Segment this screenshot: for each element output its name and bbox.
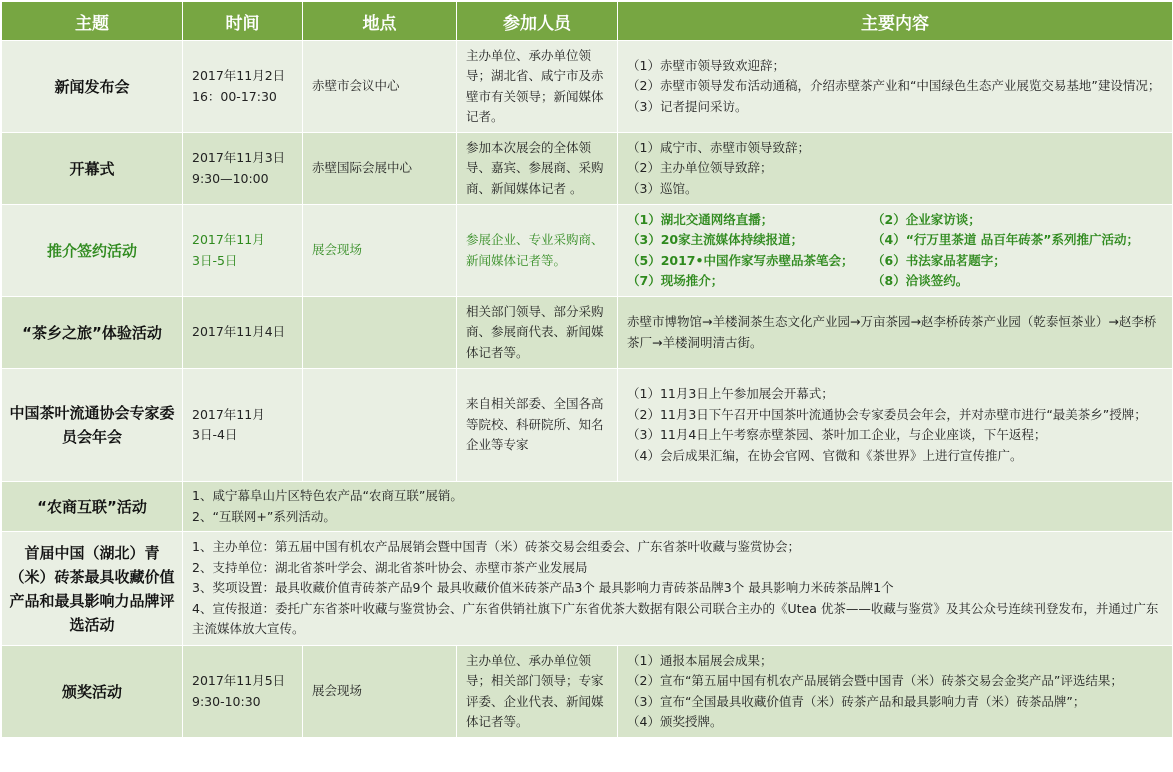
row-time xyxy=(183,205,303,297)
row-time xyxy=(183,369,303,482)
row-place xyxy=(303,297,457,369)
row-place: 赤壁市会议中心 xyxy=(303,41,457,133)
time-line: 16：00-17:30 xyxy=(192,88,277,104)
row-time xyxy=(183,297,303,369)
time-line: 2017年11月3日 xyxy=(192,150,286,165)
row-attendees: 参展企业、专业采购商、新闻媒体记者等。 xyxy=(457,205,618,297)
row-topic: “农商互联”活动 xyxy=(2,482,183,532)
time-line: 2017年11月 xyxy=(192,232,265,247)
content-item: （4）“行万里茶道 品百年砖茶”系列推广活动； xyxy=(872,232,1139,247)
row-time xyxy=(183,646,303,738)
time-line: 2017年11月5日 xyxy=(192,673,286,688)
content-line: 赤壁市博物馆→羊楼洞茶生态文化产业园→万亩茶园→赵李桥砖茶产业园（乾泰恒茶业）→赵李桥茶厂→羊楼洞明清古街。 xyxy=(627,314,1157,350)
content-line: （2）主办单位领导致辞； xyxy=(627,160,773,176)
content-line: 4、宣传报道：委托广东省茶叶收藏与鉴赏协会、广东省供销社旗下广东省优茶大数据有限公司联合主办的《Utea 优茶——收藏与鉴赏》及其公众号连续刊登发布，并通过广东主流媒体放大宣传。 xyxy=(192,600,1159,637)
table-row xyxy=(2,646,1173,738)
table-row xyxy=(2,532,1173,646)
row-topic: 新闻发布会 xyxy=(2,41,183,133)
content-item: （7）现场推介； xyxy=(627,273,724,288)
content-item: （3）20家主流媒体持续报道； xyxy=(627,232,804,247)
row-attendees: 主办单位、承办单位领导；湖北省、咸宁市及赤壁市有关领导；新闻媒体记者。 xyxy=(457,41,618,133)
row-place: 展会现场 xyxy=(303,205,457,297)
content-line: （1）11月3日上午参加展会开幕式； xyxy=(627,386,834,401)
content-line: （3）记者提问采访。 xyxy=(627,98,748,114)
row-topic: 首届中国（湖北）青（米）砖茶最具收藏价值产品和最具影响力品牌评选活动 xyxy=(2,532,183,646)
table-row xyxy=(2,133,1173,205)
row-attendees: 来自相关部委、全国各高等院校、科研院所、知名企业等专家 xyxy=(457,369,618,482)
content-line: （2）赤壁市领导发布活动通稿，介绍赤壁茶产业和“中国绿色生态产业展览交易基地”建设情况； xyxy=(627,78,1161,94)
content-line: （1）咸宁市、赤壁市领导致辞； xyxy=(627,139,810,155)
time-line: 9:30-10:30 xyxy=(192,693,261,709)
time-line: 3日-4日 xyxy=(192,427,238,442)
content-line: （3）巡馆。 xyxy=(627,180,698,196)
content-line: 1、主办单位：第五届中国有机农产品展销会暨中国青（米）砖茶交易会组委会、广东省茶叶收藏与鉴赏协会； xyxy=(192,539,800,555)
header-row xyxy=(2,2,1173,41)
content-line: （3）11月4日上午考察赤壁茶园、茶叶加工企业，与企业座谈，下午返程； xyxy=(627,427,1047,442)
row-content xyxy=(618,41,1173,133)
content-line: 2、支持单位：湖北省茶叶学会、湖北省茶叶协会、赤壁市茶产业发展局 xyxy=(192,559,588,575)
content-line: 3、奖项设置：最具收藏价值青砖茶产品9个 最具收藏价值米砖茶产品3个 最具影响力青砖茶品牌3个 最具影响力米砖茶品牌1个 xyxy=(192,580,894,596)
row-content xyxy=(618,369,1173,482)
time-line: 2017年11月 xyxy=(192,406,265,422)
time-line: 2017年11月2日 xyxy=(192,68,286,83)
table-row xyxy=(2,482,1173,532)
time-line: 9:30—10:00 xyxy=(192,170,269,186)
row-topic: 中国茶叶流通协会专家委员会年会 xyxy=(2,369,183,482)
content-line: （4）颁奖授牌。 xyxy=(627,714,723,729)
row-time xyxy=(183,41,303,133)
time-line: 2017年11月4日 xyxy=(192,324,286,340)
table-row xyxy=(2,205,1173,297)
header-time: 时间 xyxy=(183,2,303,41)
table-row xyxy=(2,41,1173,133)
header-place: 地点 xyxy=(303,2,457,41)
row-place: 赤壁国际会展中心 xyxy=(303,133,457,205)
row-attendees: 参加本次展会的全体领导、嘉宾、参展商、采购商、新闻媒体记者 。 xyxy=(457,133,618,205)
row-content xyxy=(618,646,1173,738)
content-line: （2）11月3日下午召开中国茶叶流通协会专家委员会年会，并对赤壁市进行“最美茶乡”授牌； xyxy=(627,406,1147,422)
content-item: （8）洽谈签约。 xyxy=(872,273,969,288)
row-merged-content xyxy=(183,532,1173,646)
content-item: （1）湖北交通网络直播； xyxy=(627,211,774,227)
content-item: （2）企业家访谈； xyxy=(872,211,981,227)
row-content xyxy=(618,133,1173,205)
row-time xyxy=(183,133,303,205)
content-line: （1）通报本届展会成果； xyxy=(627,652,773,668)
content-line: （4）会后成果汇编，在协会官网、官微和《茶世界》上进行宣传推广。 xyxy=(627,447,1023,463)
row-content xyxy=(618,205,1173,297)
table-row xyxy=(2,297,1173,369)
time-line: 3日-5日 xyxy=(192,252,238,268)
row-place xyxy=(303,369,457,482)
content-line: （3）宣布“全国最具收藏价值青（米）砖茶产品和最具影响力青（米）砖茶品牌”； xyxy=(627,693,1086,709)
content-line: （2）宣布“第五届中国有机农产品展销会暨中国青（米）砖茶交易会金奖产品”评选结果； xyxy=(627,673,1123,688)
row-attendees: 相关部门领导、部分采购商、参展商代表、新闻媒体记者等。 xyxy=(457,297,618,369)
table-row xyxy=(2,369,1173,482)
content-item: （5）2017•中国作家写赤壁品茶笔会； xyxy=(627,252,854,268)
row-merged-content xyxy=(183,482,1173,532)
header-content: 主要内容 xyxy=(618,2,1173,41)
row-content xyxy=(618,297,1173,369)
content-grid xyxy=(627,210,1166,292)
event-schedule-table xyxy=(1,1,1173,738)
header-attendees: 参加人员 xyxy=(457,2,618,41)
row-topic: 开幕式 xyxy=(2,133,183,205)
header-topic: 主题 xyxy=(2,2,183,41)
content-line: 1、咸宁幕阜山片区特色农产品“农商互联”展销。 xyxy=(192,488,463,503)
row-topic: “茶乡之旅”体验活动 xyxy=(2,297,183,369)
row-place: 展会现场 xyxy=(303,646,457,738)
row-attendees: 主办单位、承办单位领导；相关部门领导；专家评委、企业代表、新闻媒体记者等。 xyxy=(457,646,618,738)
content-item: （6）书法家品茗题字； xyxy=(872,252,1006,268)
row-topic: 推介签约活动 xyxy=(2,205,183,297)
row-topic: 颁奖活动 xyxy=(2,646,183,738)
content-line: 2、“互联网+”系列活动。 xyxy=(192,508,336,524)
content-line: （1）赤壁市领导致欢迎辞； xyxy=(627,57,785,73)
